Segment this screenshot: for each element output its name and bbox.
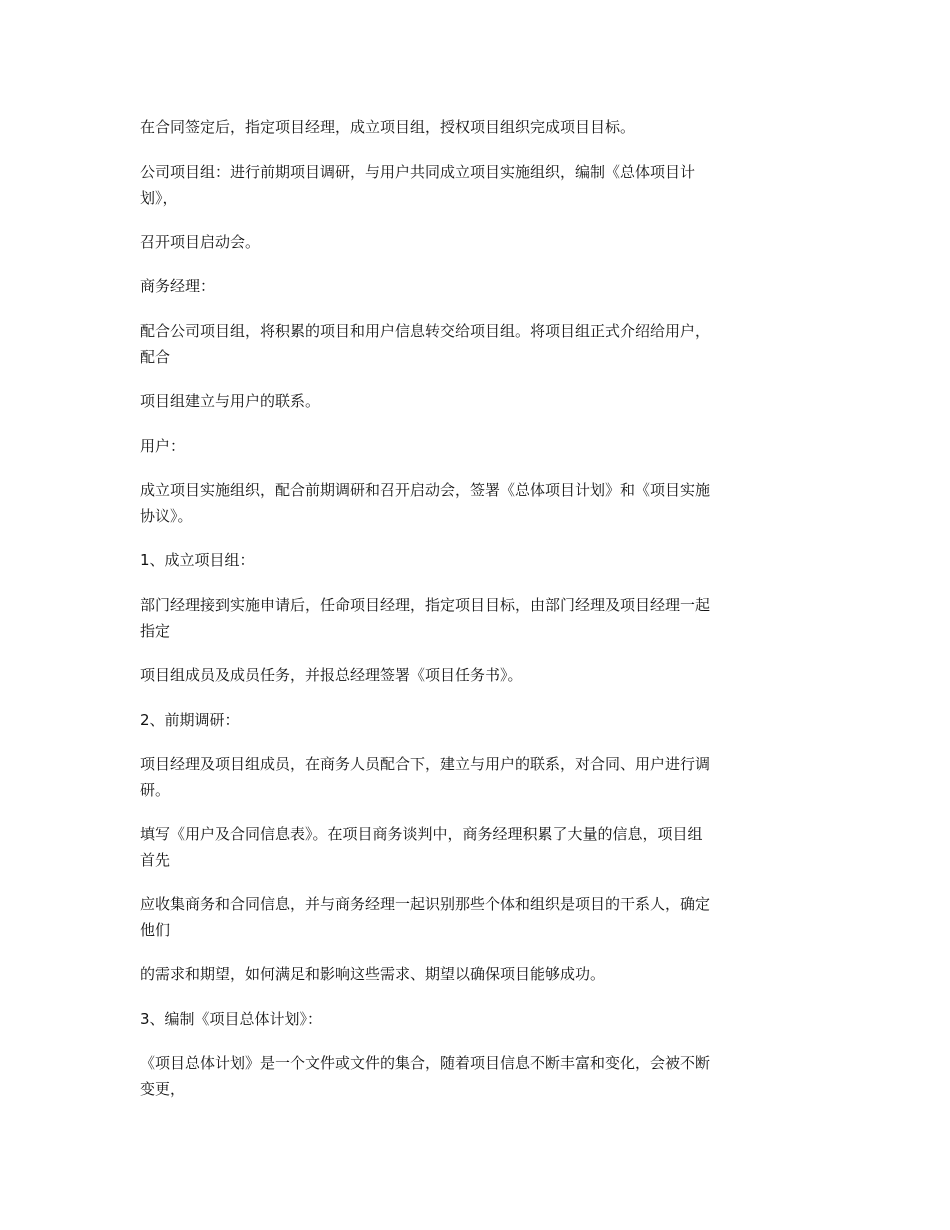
text-line: 商务经理：	[140, 277, 216, 295]
paragraph	[140, 547, 810, 573]
text-line: 项目组建立与用户的联系。	[140, 392, 321, 410]
text-line: 成立项目实施组织，配合前期调研和召开启动会，签署《总体项目计划》和《项目实施	[140, 481, 711, 499]
text-line: 在合同签定后，指定项目经理，成立项目组，授权项目组织完成项目目标。	[140, 118, 636, 136]
text-line: 1、成立项目组：	[140, 551, 255, 569]
paragraph	[140, 318, 810, 370]
text-line: 召开项目启动会。	[140, 233, 261, 251]
paragraph	[140, 229, 810, 255]
text-line: 项目组成员及成员任务，并报总经理签署《项目任务书》。	[140, 666, 523, 684]
text-line: 3、编制《项目总体计划》：	[140, 1010, 323, 1028]
paragraph	[140, 433, 810, 459]
paragraph	[140, 273, 810, 299]
paragraph	[140, 1050, 810, 1102]
text-line: 首先	[140, 851, 171, 869]
text-line: 项目经理及项目组成员，在商务人员配合下，建立与用户的联系，对合同、用户进行调	[140, 755, 711, 773]
paragraph	[140, 662, 810, 688]
text-line: 公司项目组：进行前期项目调研，与用户共同成立项目实施组织，编制《总体项目计	[140, 163, 696, 181]
text-line: 变更，	[140, 1080, 186, 1098]
paragraph	[140, 1006, 810, 1032]
paragraph	[140, 891, 810, 943]
paragraph	[140, 592, 810, 644]
paragraph	[140, 388, 810, 414]
text-line: 划》，	[140, 189, 178, 207]
text-line: 研。	[140, 781, 171, 799]
text-line: 用户：	[140, 437, 186, 455]
text-line: 2、前期调研：	[140, 711, 240, 729]
text-line: 部门经理接到实施申请后，任命项目经理，指定项目目标，由部门经理及项目经理一起	[140, 596, 711, 614]
paragraph	[140, 821, 810, 873]
text-line: 《项目总体计划》是一个文件或文件的集合，随着项目信息不断丰富和变化，会被不断	[140, 1054, 711, 1072]
text-line: 配合	[140, 348, 171, 366]
paragraph	[140, 114, 810, 140]
text-line: 他们	[140, 921, 171, 939]
text-line: 指定	[140, 622, 171, 640]
text-line: 协议》。	[140, 507, 193, 525]
paragraph	[140, 707, 810, 733]
paragraph	[140, 751, 810, 803]
paragraph	[140, 477, 810, 529]
paragraph	[140, 159, 810, 211]
text-line: 配合公司项目组，将积累的项目和用户信息转交给项目组。将项目组正式介绍给用户，	[140, 322, 711, 340]
paragraph	[140, 961, 810, 987]
text-line: 的需求和期望，如何满足和影响这些需求、期望以确保项目能够成功。	[140, 965, 606, 983]
text-line: 填写《用户及合同信息表》。在项目商务谈判中，商务经理积累了大量的信息，项目组	[140, 825, 703, 843]
text-line: 应收集商务和合同信息，并与商务经理一起识别那些个体和组织是项目的干系人，确定	[140, 895, 711, 913]
